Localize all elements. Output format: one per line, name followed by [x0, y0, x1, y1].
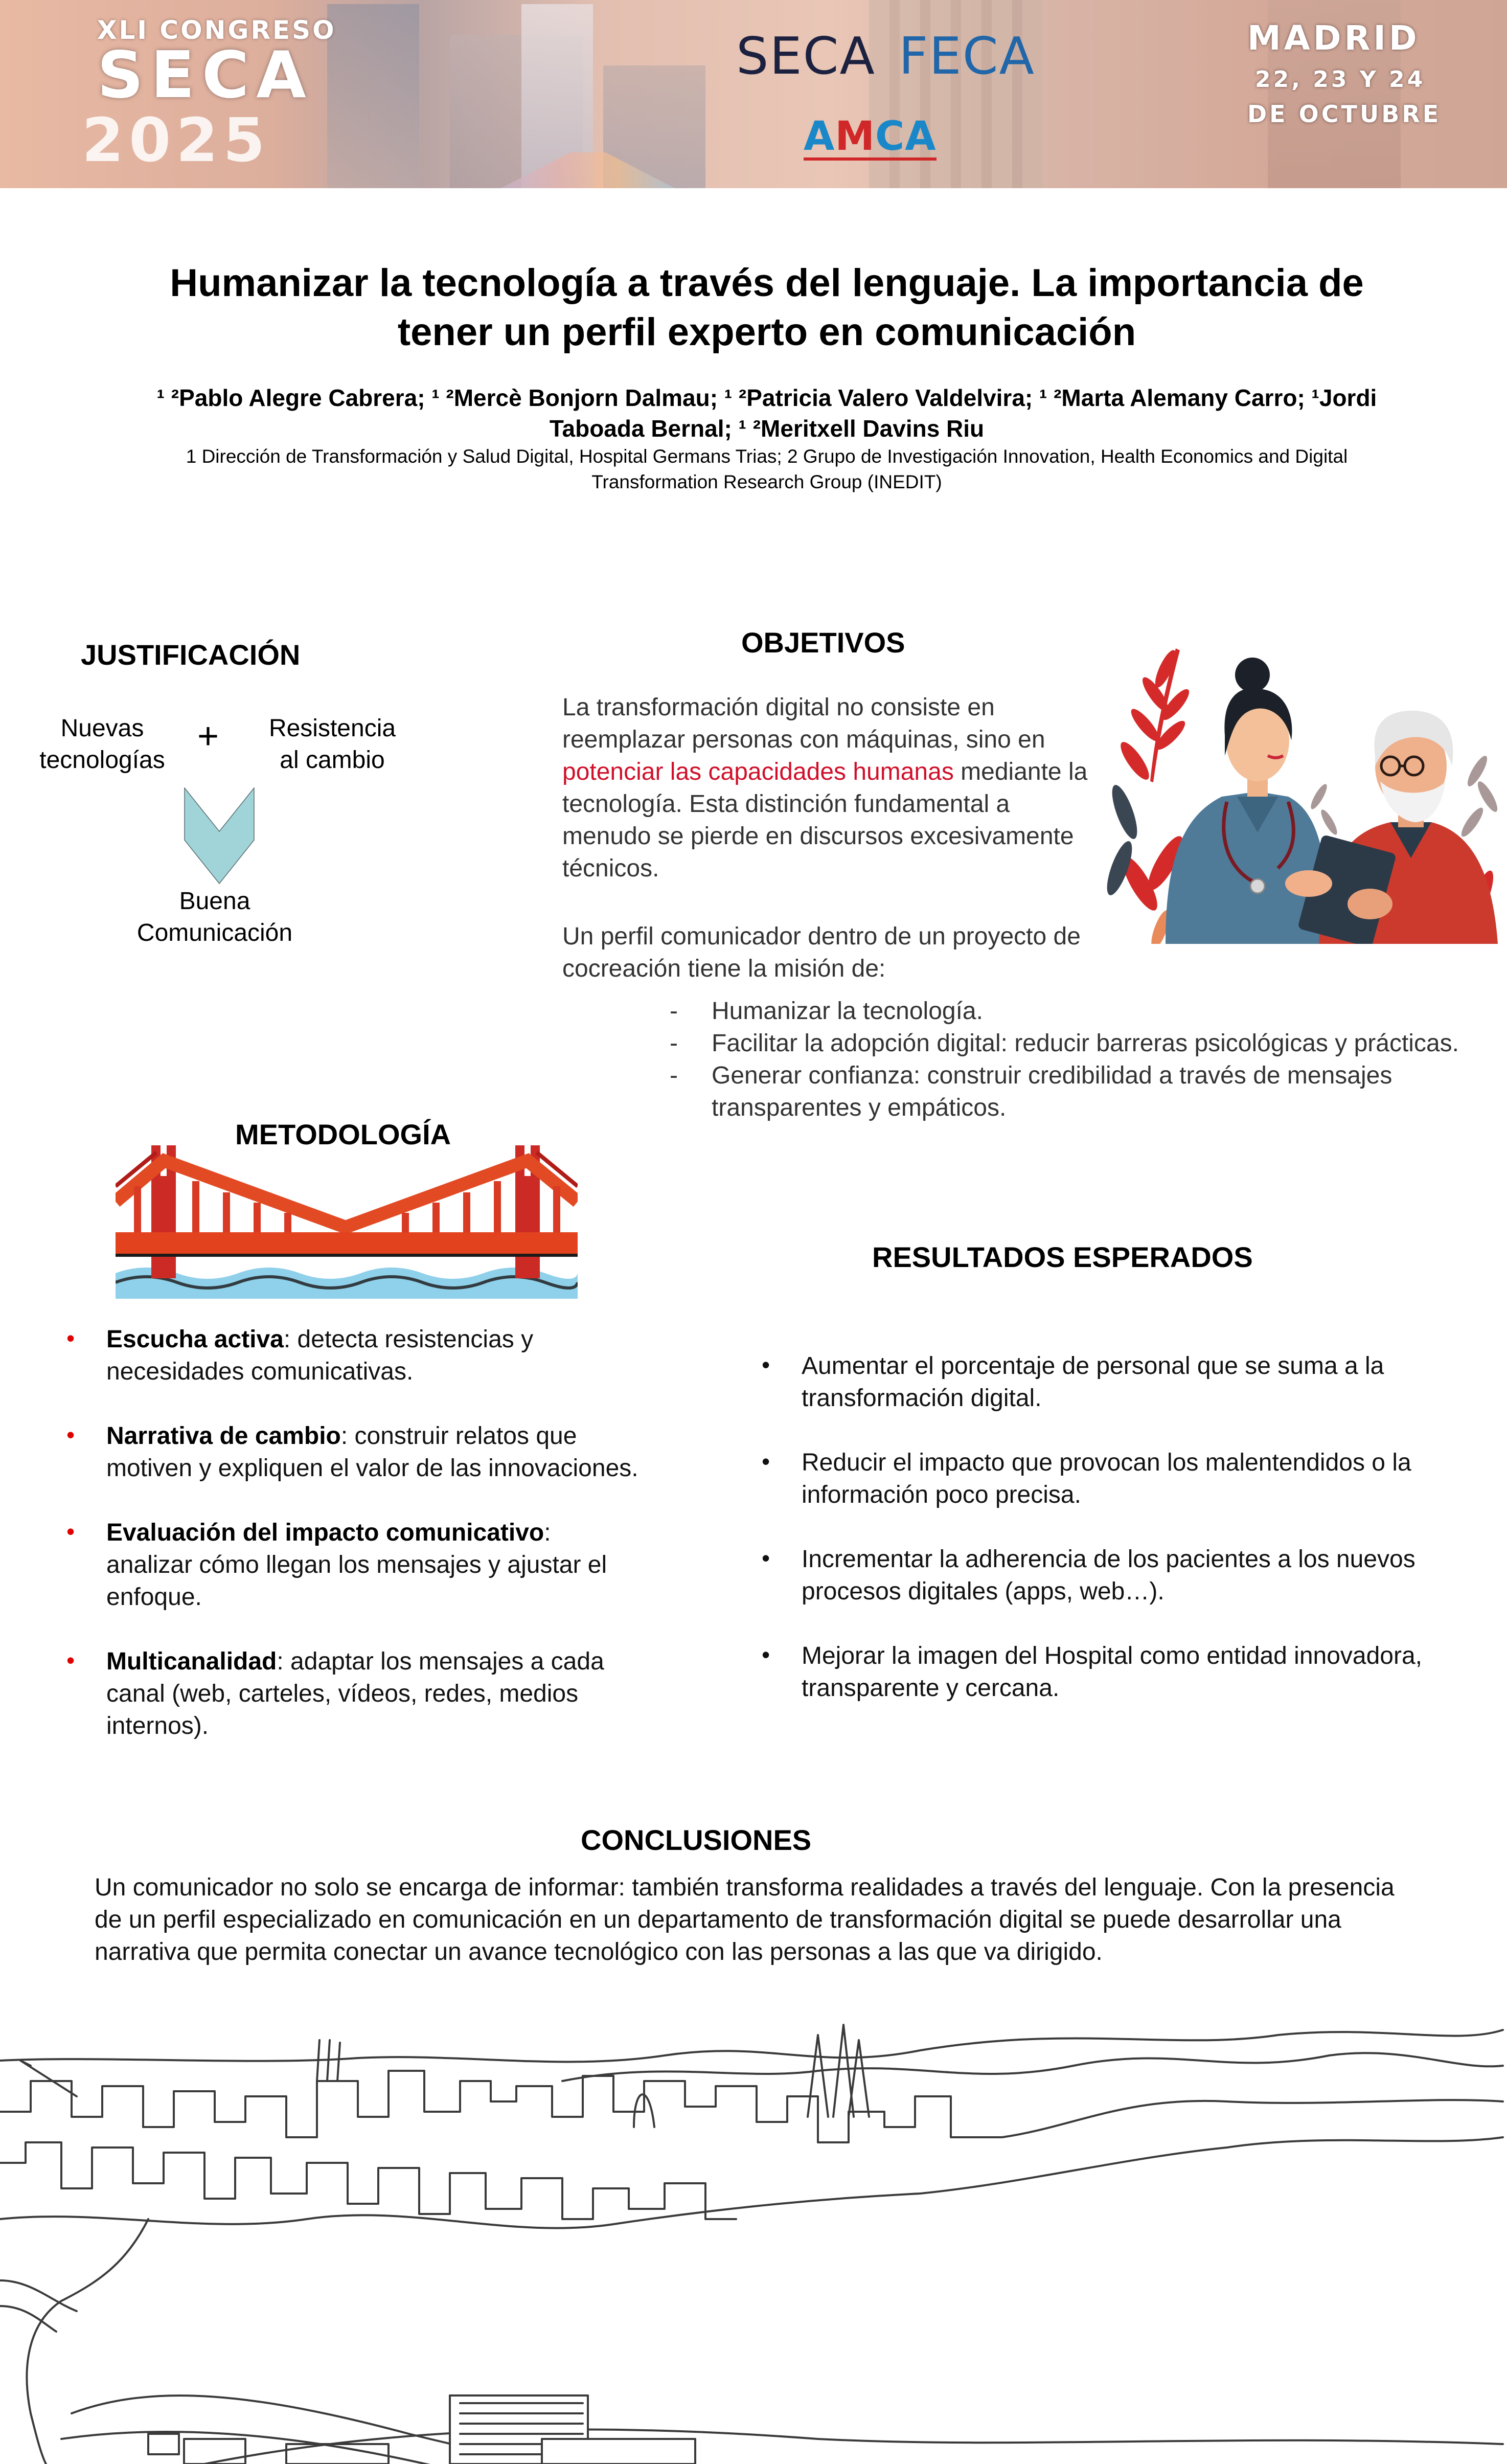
conclusiones-paragraph: Un comunicador no solo se encarga de informar: también transforma realidades a través del lenguaje. Con la presencia de un perfil especializado en comunicación en un departamento de transformación digital se puede desarrollar una narrativa que permita conectar un avance tecnológico con las personas a las que va dirigido.: [95, 1874, 1395, 1965]
banner-building-shape: [327, 4, 419, 188]
dash-bullet-icon: -: [670, 1062, 678, 1089]
bullet-icon: •: [762, 1545, 770, 1571]
list-item-text: : adaptar los mensajes a cada canal (web, carteles, vídeos, redes, medios internos).: [106, 1648, 604, 1739]
congress-month: DE OCTUBRE: [1247, 100, 1442, 128]
congress-dates: 22, 23 Y 24: [1255, 66, 1426, 93]
conclusiones-heading: CONCLUSIONES: [581, 1824, 812, 1856]
feca-logo: FECA: [899, 26, 1035, 86]
resistance-to-change-label: [256, 713, 409, 776]
metodologia-list: [66, 1323, 639, 1774]
congress-city: MADRID: [1247, 18, 1420, 58]
objetivos-heading: OBJETIVOS: [741, 626, 905, 659]
bullet-icon: •: [762, 1641, 770, 1668]
paragraph-text: La transformación digital no consiste en reemplazar personas con máquinas, sino en: [562, 694, 1045, 753]
label-line: Nuevas: [60, 715, 144, 742]
plus-sign: +: [197, 716, 219, 757]
objetivos-mission-list: [670, 995, 1467, 1124]
list-item: [66, 1420, 639, 1484]
list-item-term: Multicanalidad: [106, 1648, 277, 1675]
congress-edition: XLI CONGRESO: [97, 15, 336, 45]
poster-title: Humanizar la tecnología a través del lenguaje. La importancia de tener un perfil experto en comunicación: [170, 261, 1364, 354]
amca-logo-ca: CA: [875, 114, 937, 160]
list-item-term: Narrativa de cambio: [106, 1422, 341, 1450]
list-item-text: : detecta resistencias y necesidades comunicativas.: [106, 1326, 534, 1385]
label-line: al cambio: [280, 747, 385, 774]
objetivos-paragraph: [562, 691, 1104, 885]
list-item: [762, 1640, 1498, 1704]
list-item: [762, 1350, 1498, 1414]
objetivos-mission-intro: Un perfil comunicador dentro de un proyecto de cocreación tiene la misión de:: [562, 923, 1081, 982]
label-line: Buena: [179, 888, 250, 915]
list-item-text: Mejorar la imagen del Hospital como entidad innovadora, transparente y cercana.: [802, 1642, 1423, 1702]
congress-year: 2025: [82, 105, 270, 175]
list-item: [762, 1446, 1498, 1511]
list-item-text: Reducir el impacto que provocan los malentendidos o la información poco precisa.: [802, 1449, 1411, 1508]
list-item-term: Escucha activa: [106, 1326, 284, 1353]
list-item: [670, 1027, 1467, 1059]
label-line: tecnologías: [39, 747, 165, 774]
list-item-text: Aumentar el porcentaje de personal que se suma a la transformación digital.: [802, 1352, 1384, 1412]
list-item-term: Evaluación del impacto comunicativo: [106, 1519, 544, 1546]
list-item-text: : analizar cómo llegan los mensajes y ajustar el enfoque.: [106, 1519, 607, 1611]
nurse-patient-tablet-illustration: [1104, 628, 1503, 944]
hospital-city-sketch-illustration: [0, 1994, 1507, 2464]
list-item: [66, 1645, 639, 1742]
list-item-text: Generar confianza: construir credibilidad a través de mensajes transparentes y empáticos.: [712, 1062, 1392, 1121]
resultados-list: [762, 1350, 1498, 1736]
list-item-text: Humanizar la tecnología.: [712, 998, 983, 1025]
amca-logo-a: A: [804, 114, 835, 160]
red-bullet-icon: •: [66, 1647, 75, 1674]
dash-bullet-icon: -: [670, 998, 678, 1025]
new-technologies-label: [31, 713, 174, 776]
resultados-heading: RESULTADOS ESPERADOS: [872, 1241, 1253, 1273]
amca-logo: [804, 114, 937, 161]
good-communication-label: [92, 886, 337, 949]
highlighted-text: potenciar las capacidades humanas: [562, 758, 954, 785]
chevron-down-icon: [184, 787, 255, 885]
list-item-text: Facilitar la adopción digital: reducir barreras psicológicas y prácticas.: [712, 1030, 1459, 1057]
bullet-icon: •: [762, 1448, 770, 1475]
red-bullet-icon: •: [66, 1421, 75, 1448]
paragraph-text: mediante la tecnología. Esta distinción fundamental a menudo se pierde en discursos excesivamente técnicos.: [562, 758, 1088, 882]
dash-bullet-icon: -: [670, 1030, 678, 1057]
list-item: [762, 1543, 1498, 1608]
metodologia-heading: METODOLOGÍA: [235, 1118, 451, 1150]
amca-logo-m: M: [835, 114, 875, 160]
congress-name: SECA: [97, 37, 313, 112]
congress-banner: [0, 0, 1507, 188]
red-bullet-icon: •: [66, 1325, 75, 1351]
list-item: [66, 1517, 639, 1613]
justificacion-heading: JUSTIFICACIÓN: [81, 639, 301, 671]
affiliations: 1 Dirección de Transformación y Salud Digital, Hospital Germans Trias; 2 Grupo de Investigación Innovation, Health Economics and Digital Transformation Research Group (INEDIT): [186, 446, 1348, 492]
label-line: Resistencia: [268, 715, 396, 742]
bridge-icon: [116, 1145, 578, 1299]
seca-logo: SECA: [736, 26, 876, 86]
list-item: [670, 1059, 1467, 1124]
list-item-text: Incrementar la adherencia de los pacientes a los nuevos procesos digitales (apps, web…).: [802, 1546, 1415, 1605]
list-item: [670, 995, 1467, 1027]
label-line: Comunicación: [136, 919, 293, 946]
bullet-icon: •: [762, 1351, 770, 1378]
red-bullet-icon: •: [66, 1518, 75, 1545]
list-item-text: : construir relatos que motiven y expliquen el valor de las innovaciones.: [106, 1422, 638, 1482]
list-item: [66, 1323, 639, 1388]
author-list: ¹ ²Pablo Alegre Cabrera; ¹ ²Mercè Bonjorn Dalmau; ¹ ²Patricia Valero Valdelvira; ¹ ²Marta Alemany Carro; ¹Jordi Taboada Bernal; ¹ ²Meritxell Davins Riu: [156, 385, 1377, 442]
